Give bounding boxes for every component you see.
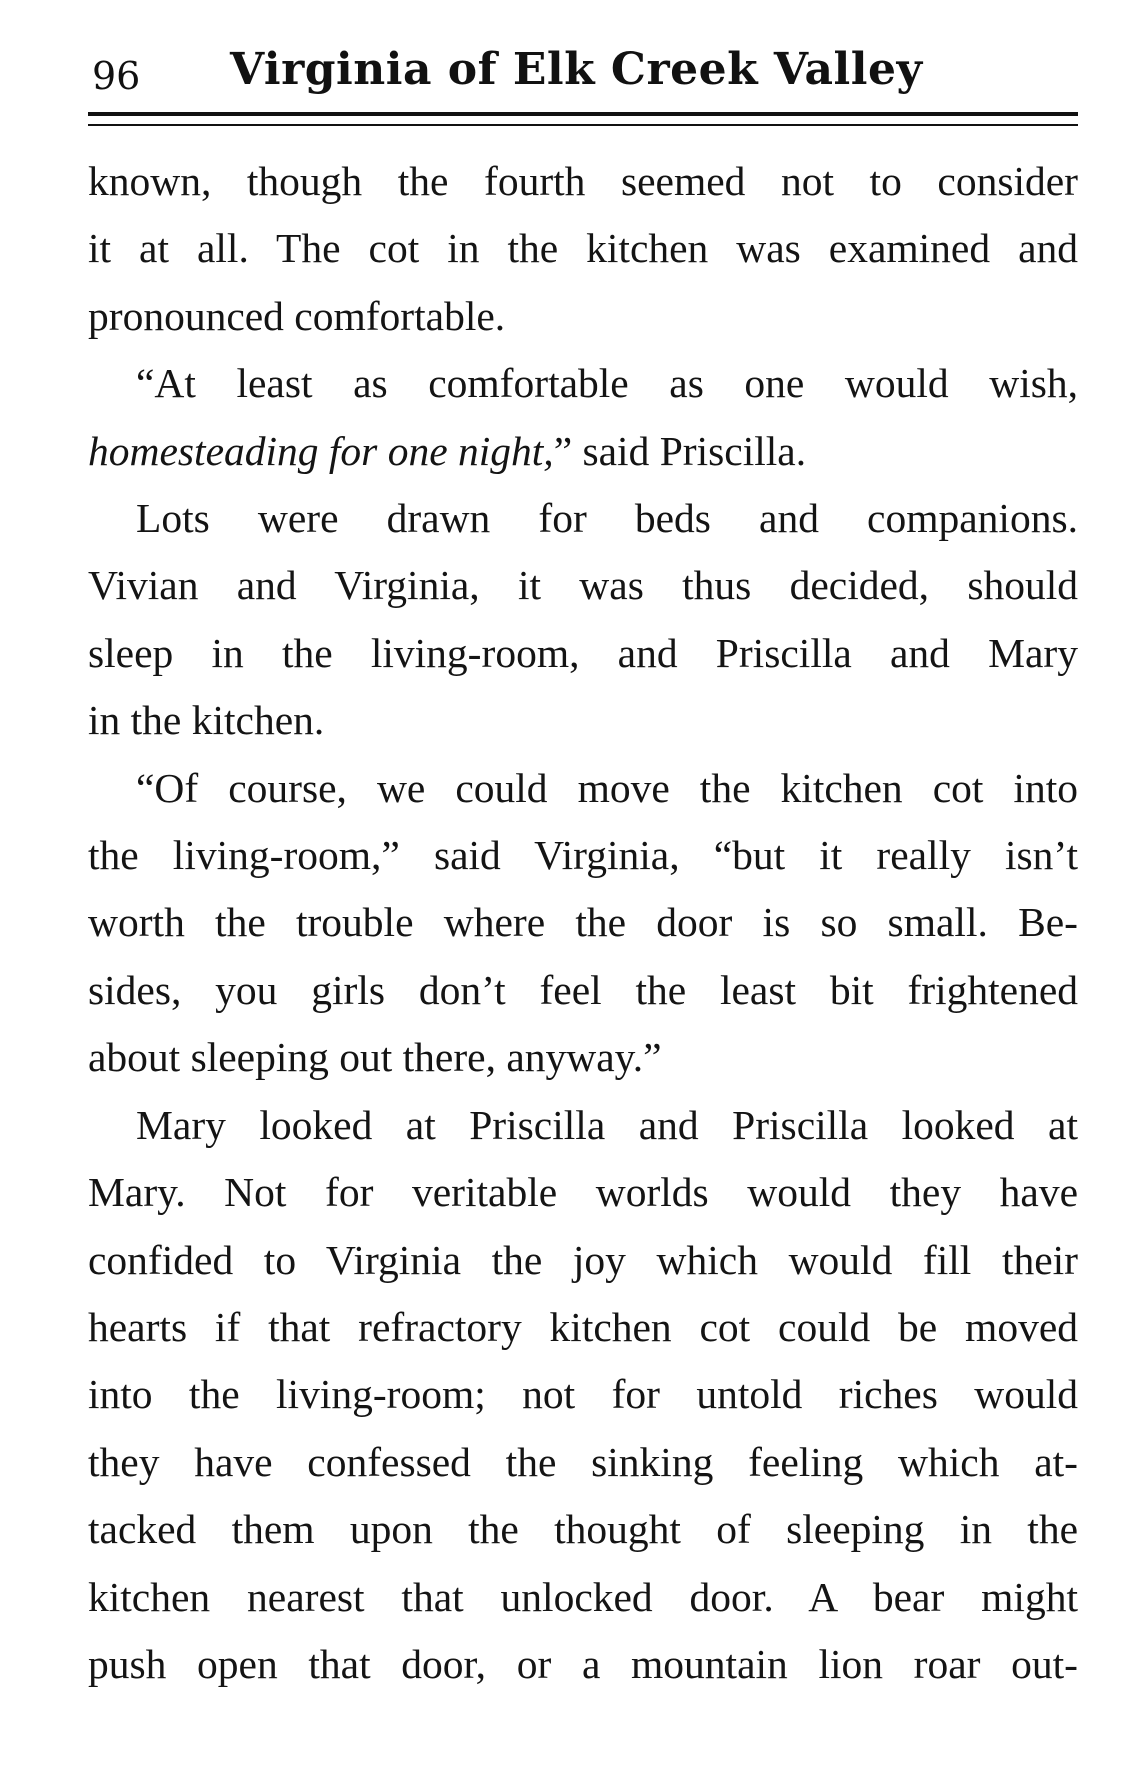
text-line: confided to Virginia the joy which would fill their [88, 1236, 1078, 1283]
text-line: into the living-room; not for untold riches would [88, 1371, 1078, 1418]
text-line: sleep in the living-room, and Priscilla and Mary [88, 629, 1078, 676]
text-line: hearts if that refractory kitchen cot could be moved [88, 1303, 1078, 1350]
text-line: known, though the fourth seemed not to consider [88, 158, 1078, 204]
text-line: kitchen nearest that unlocked door. A bear might [88, 1573, 1078, 1620]
text-line: Mary looked at Priscilla and Priscilla looked at [136, 1101, 1078, 1148]
body-text [88, 148, 1078, 1698]
text-line: pronounced comfortable. [88, 292, 506, 339]
text-line: Lots were drawn for beds and companions. [136, 495, 1078, 542]
text-line: in the kitchen. [88, 697, 325, 744]
header-rule-thick [88, 112, 1078, 116]
text-line: “At least as comfortable as one would wish, [136, 360, 1078, 407]
running-head [92, 40, 1077, 110]
text-line: Vivian and Virginia, it was thus decided, should [88, 562, 1078, 609]
book-title: Virginia of Elk Creek Valley [230, 44, 923, 95]
header-rule-thin [88, 124, 1078, 126]
text-line: push open that door, or a mountain lion roar out- [88, 1640, 1078, 1687]
text-line: it at all. The cot in the kitchen was examined and [88, 225, 1078, 272]
text-line: homesteading for one night,” said Priscilla. [88, 427, 807, 474]
page-number: 96 [92, 54, 141, 98]
text-line: tacked them upon the thought of sleeping in the [88, 1506, 1078, 1553]
text-line: they have confessed the sinking feeling which at- [88, 1438, 1078, 1485]
text-line: worth the trouble where the door is so small. Be- [88, 899, 1078, 946]
text-line: the living-room,” said Virginia, “but it really isn’t [88, 832, 1078, 879]
text-line: about sleeping out there, anyway.” [88, 1034, 662, 1081]
text-line: sides, you girls don’t feel the least bit frightened [88, 966, 1078, 1013]
text-line: “Of course, we could move the kitchen cot into [136, 764, 1078, 811]
text-line: Mary. Not for veritable worlds would they have [88, 1169, 1078, 1216]
